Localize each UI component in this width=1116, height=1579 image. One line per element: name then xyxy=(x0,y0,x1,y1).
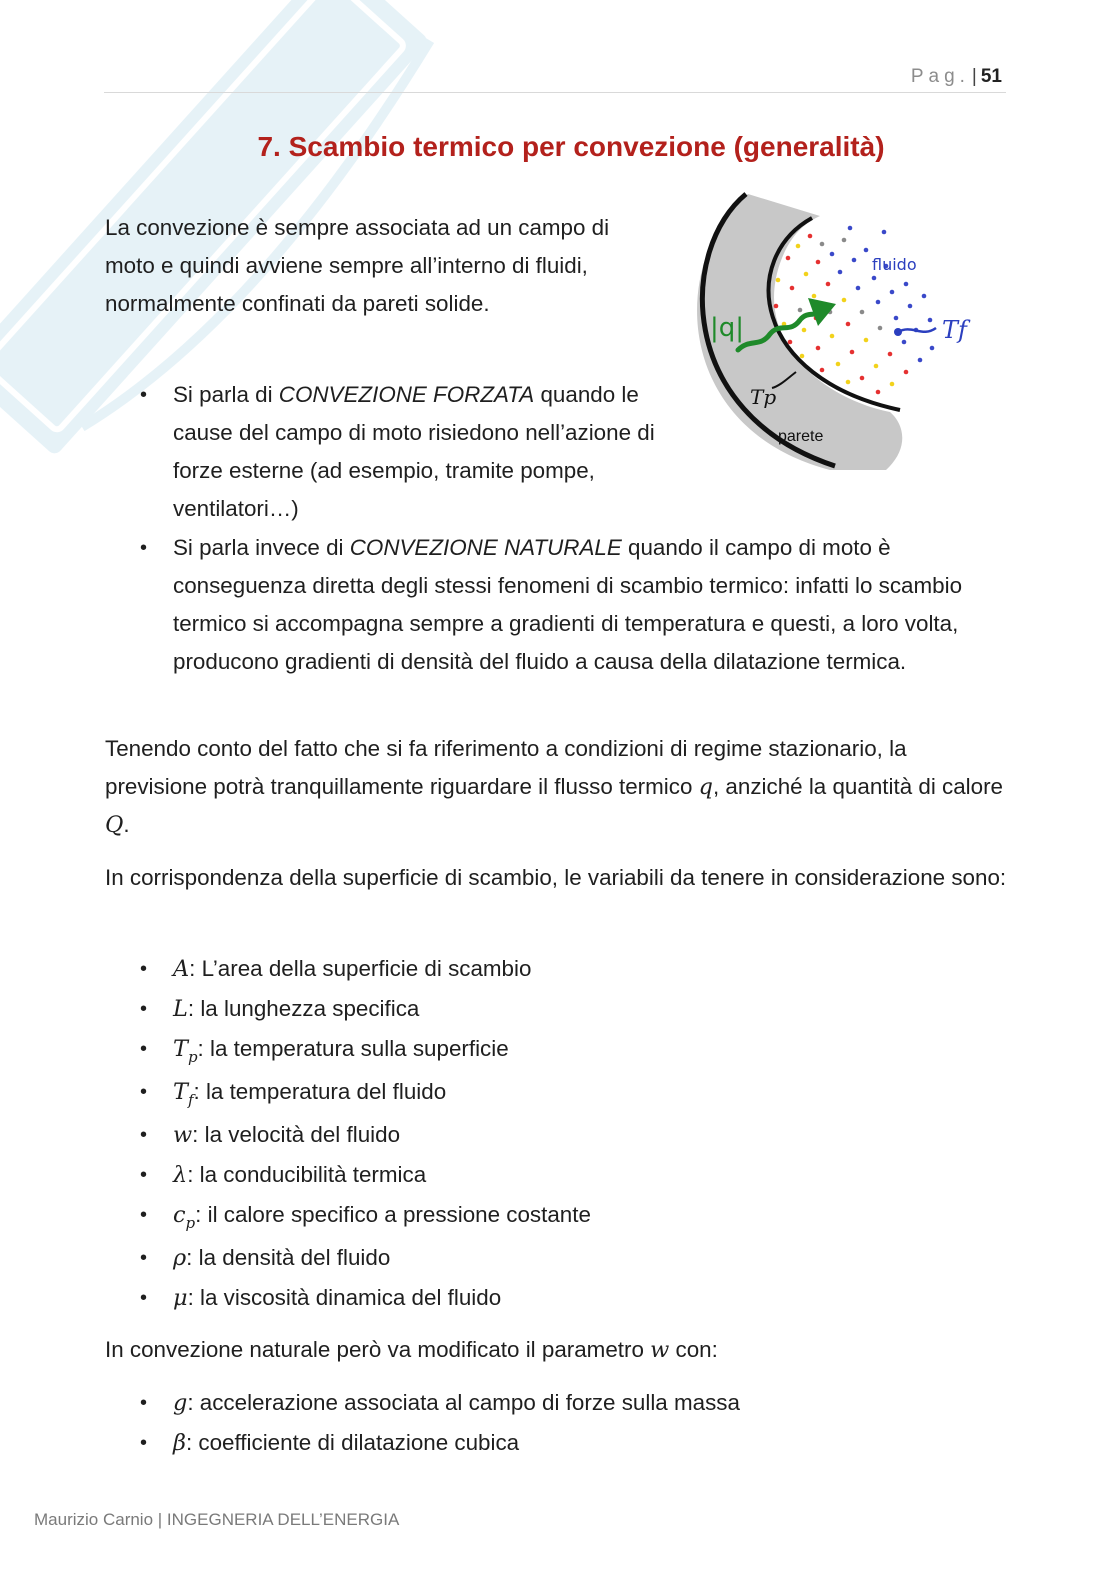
list-item: • $T_p$: la temperatura sulla superficie xyxy=(105,1030,1010,1073)
list-item: • β: coefficiente di dilatazione cubica xyxy=(105,1424,1010,1464)
list-item: • $T_f$: la temperatura del fluido xyxy=(105,1073,1010,1116)
natural-convection-paragraph: In convezione naturale però va modificato il parametro w con: xyxy=(105,1337,718,1363)
list-item: • μ: la viscosità dinamica del fluido xyxy=(105,1279,1010,1319)
list-item: • ρ: la densità del fluido xyxy=(105,1239,1010,1279)
list-item: • λ: la conducibilità termica xyxy=(105,1156,1010,1196)
flux-label: |q| xyxy=(710,313,745,343)
fluid-label: fluido xyxy=(872,255,917,274)
list-item: • w: la velocità del fluido xyxy=(105,1116,1010,1156)
list-item: • g: accelerazione associata al campo di forze sulla massa xyxy=(105,1384,1010,1424)
variables-intro-paragraph: In corrispondenza della superficie di scambio, le variabili da tenere in considerazione sono: xyxy=(105,865,1007,890)
list-item: • A: L’area della superficie di scambio xyxy=(105,950,1010,990)
variables-list xyxy=(105,950,1010,1319)
wall-label: parete xyxy=(778,428,824,445)
natural-variables-list xyxy=(105,1384,1010,1464)
page-header xyxy=(104,64,1006,93)
page-number: 51 xyxy=(980,66,1002,87)
symbol-q: q xyxy=(698,774,713,800)
tp-label: Tp xyxy=(750,385,777,409)
page-label: Pag. xyxy=(910,66,970,87)
steady-state-paragraph: Tenendo conto del fatto che si fa riferimento a condizioni di regime stazionario, la previsione potrà tranquillamente riguardare il flusso termico q, anziché la quantità di calore Q. xyxy=(105,736,1004,838)
symbol-w: w xyxy=(650,1337,670,1363)
page-footer: Maurizio Carnio | INGEGNERIA DELL’ENERGIA xyxy=(34,1510,400,1529)
list-item-natural-convection: • Si parla invece di CONVEZIONE NATURALE quando il campo di moto è conseguenza diretta degli stessi fenomeni di scambio termico: infatti lo scambio termico si accompagna sempre a gradienti di temperatura e questi, a loro volta, producono gradienti di densità del fluido a causa della dilatazione termica. xyxy=(105,529,1010,681)
tf-label: Tf xyxy=(942,316,967,344)
symbol-Q: Q xyxy=(105,812,124,838)
intro-paragraph: La convezione è sempre associata ad un campo di moto e quindi avviene sempre all’interno di fluidi, normalmente confinati da pareti solide. xyxy=(105,215,610,316)
list-item: • L: la lunghezza specifica xyxy=(105,990,1010,1030)
list-item: • $c_p$: il calore specifico a pressione costante xyxy=(105,1196,1010,1239)
page-indicator: Pag. | 51 xyxy=(910,66,1002,87)
list-item-forced-convection: • Si parla di CONVEZIONE FORZATA quando le cause del campo di moto risiedono nell’azione di forze esterne (ad esempio, tramite pompe, ventilatori…) xyxy=(105,376,668,528)
natural-convection-term: CONVEZIONE NATURALE xyxy=(349,535,622,560)
section-title: 7. Scambio termico per convezione (generalità) xyxy=(257,131,885,162)
forced-convection-term: CONVEZIONE FORZATA xyxy=(278,382,535,407)
convection-types-list xyxy=(105,376,1010,681)
